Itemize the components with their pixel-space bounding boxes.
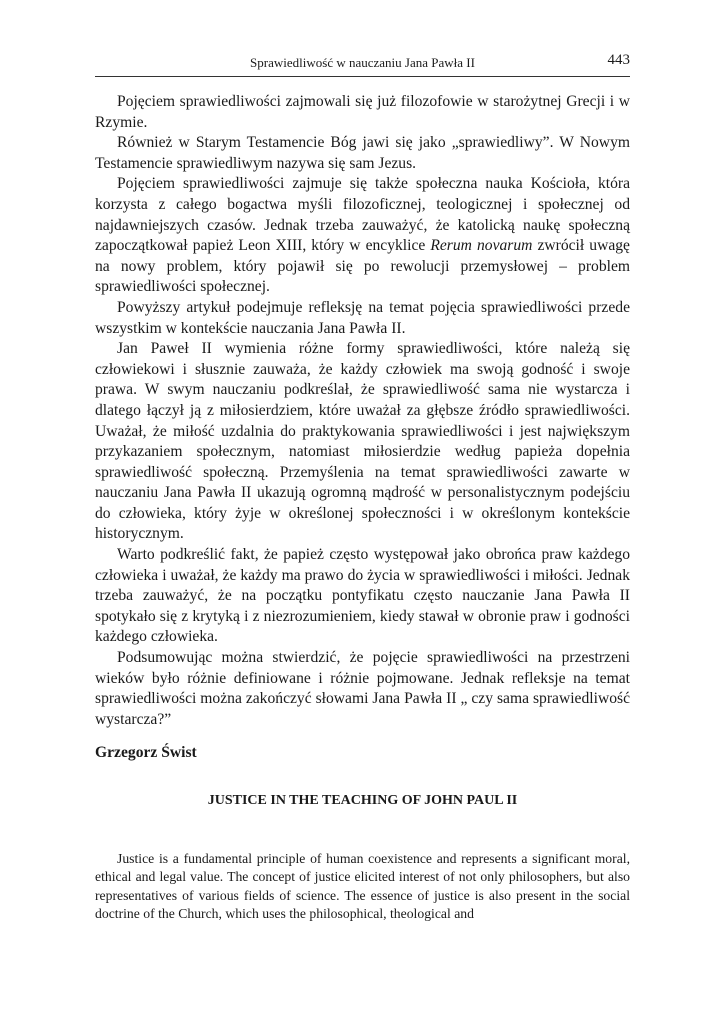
paragraph-3-text-end: zwrócił uwagę na nowy problem, który pojawił się po rewolucji przemysłowej – problem sprawiedliwości społecznej.	[95, 237, 630, 296]
paragraph-6: Warto podkreślić fakt, że papież często występował jako obrońca praw każdego człowieka i uważał, że każdy ma prawo do życia w sprawiedliwości i miłości. Jednak trzeba zauważyć, że na początku pontyfikatu często nauczanie Jana Pawła II spotykało się z krytyką i z niezrozumieniem, kiedy stawał w obronie praw i godności każdego człowieka.	[95, 546, 630, 646]
paragraph-3-text-start: Pojęciem sprawiedliwości zajmuje się także społeczna nauka Kościoła, która korzysta z całego bogactwa myśli filozoficznej, teologicznej i społecznej od najdawniejszych czasów. Jednak trzeba zauważyć, że katolicką naukę społeczną zapoczątkował papież Leon XIII, który w encyklice	[95, 175, 630, 255]
running-title: Sprawiedliwość w nauczaniu Jana Pawła II	[250, 55, 475, 70]
paragraph-2: Również w Starym Testamencie Bóg jawi się jako „sprawiedliwy”. W Nowym Testamencie sprawiedliwym nazywa się sam Jezus.	[95, 134, 630, 172]
english-title: JUSTICE IN THE TEACHING OF JOHN PAUL II	[207, 793, 518, 808]
paragraph-5: Jan Paweł II wymienia różne formy sprawiedliwości, które należą się człowiekowi i słusznie zauważa, że każdy człowiek ma swoją godność i swoje prawa. W swym nauczaniu podkreślał, że sprawiedliwość sama nie wystarcza i dlatego łączył ją z miłosierdziem, które uważał za głębsze źródło sprawiedliwości. Uważał, że miłość uzdalnia do praktykowania sprawiedliwości i jest największym przykazaniem społecznym, natomiast miłosierdzie według papieża dopełnia sprawiedliwość społeczną. Przemyślenia na temat sprawiedliwości zawarte w nauczaniu Jana Pawła II ukazują ogromną mądrość w personalistycznym podejściu do człowieka, który żyje w określonej społeczności i w określonym kontekście historycznym.	[95, 340, 630, 543]
abstract-paragraph-1: Justice is a fundamental principle of human coexistence and represents a significant moral, ethical and legal value. The concept of justice elicited interest of not only philosophers, but also representatives of various fields of science. The essence of justice is also present in the social doctrine of the Church, which uses the philosophical, theological and	[95, 851, 630, 922]
paragraph-3	[95, 174, 630, 298]
paragraph-1: Pojęciem sprawiedliwości zajmowali się już filozofowie w starożytnej Grecji i w Rzymie.	[95, 93, 630, 131]
running-header	[95, 52, 630, 77]
author-name: Grzegorz Świst	[95, 744, 197, 761]
encyclical-title: Rerum novarum	[430, 237, 533, 255]
paragraph-4: Powyższy artykuł podejmuje refleksję na temat pojęcia sprawiedliwości przede wszystkim w kontekście nauczania Jana Pawła II.	[95, 298, 630, 337]
paragraph-7: Podsumowując można stwierdzić, że pojęcie sprawiedliwości na przestrzeni wieków było różnie definiowane i różnie pojmowane. Jednak refleksje na temat sprawiedliwości można zakończyć słowami Jana Pawła II „ czy sama sprawiedliwość wystarcza?”	[95, 649, 630, 728]
page-number: 443	[607, 52, 630, 68]
article-body	[95, 92, 630, 730]
english-abstract	[95, 850, 630, 924]
